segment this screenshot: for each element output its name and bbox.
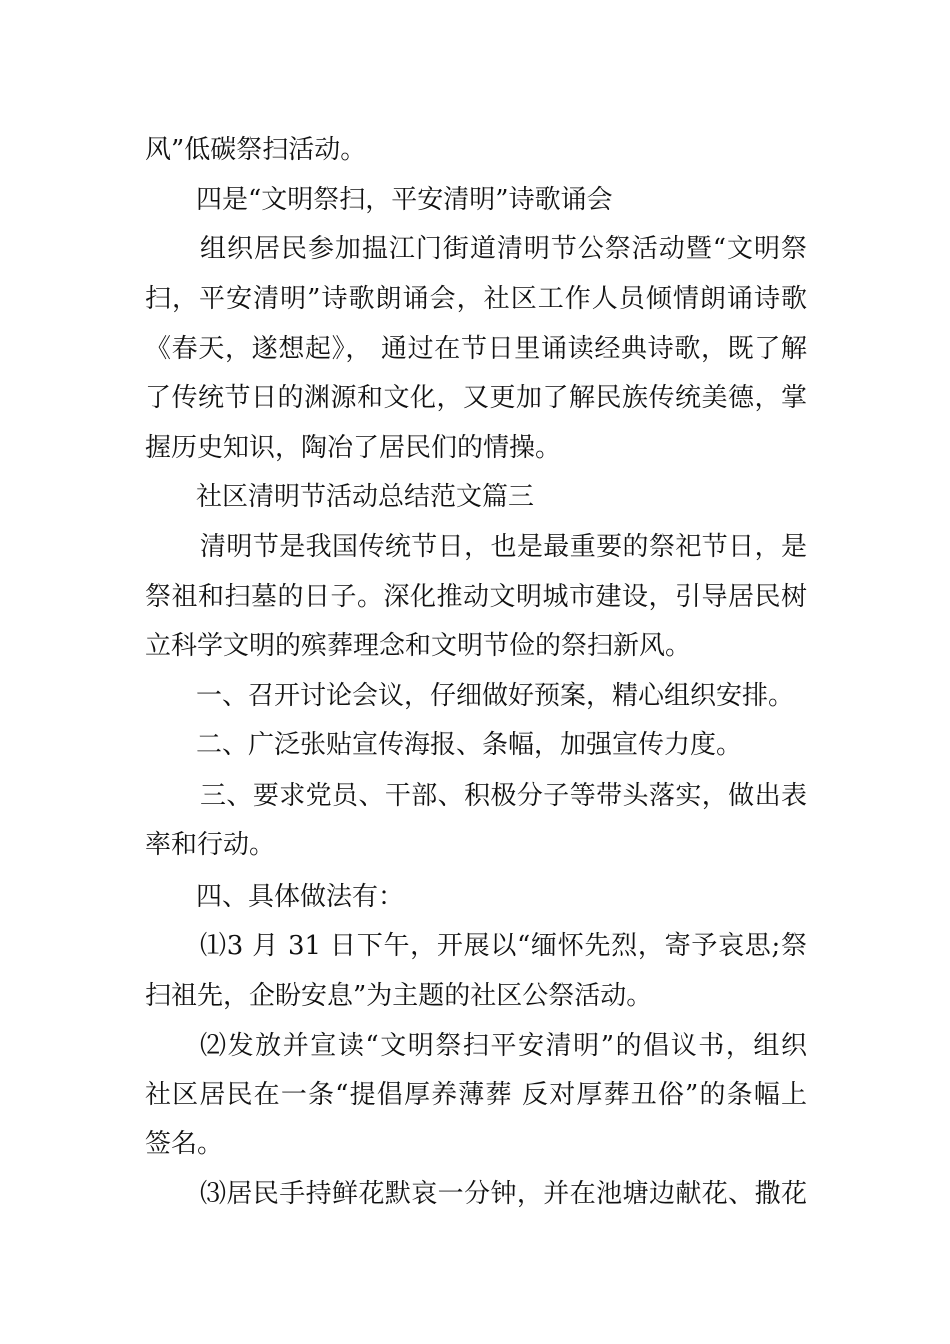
section-heading: 社区清明节活动总结范文篇三: [196, 482, 535, 512]
text-line-21: 签名。: [145, 1129, 224, 1159]
text-line-9: 清明节是我国传统节日，也是最重要的祭祀节日，是: [200, 532, 807, 562]
text-line-12: 一、召开讨论会议，仔细做好预案，精心组织安排。: [196, 681, 795, 711]
text-line-2: 四是“文明祭扫，平安清明”诗歌诵会: [196, 185, 613, 215]
text-line-3: 组织居民参加揾江门街道清明节公祭活动暨“文明祭: [200, 234, 807, 264]
text-line-11: 立科学文明的殡葬理念和文明节俭的祭扫新风。: [145, 631, 692, 661]
text-line-18: 扫祖先，企盼安息”为主题的社区公祭活动。: [145, 981, 653, 1011]
text-line-4: 扫，平安清明”诗歌朗诵会，社区工作人员倾情朗诵诗歌: [145, 284, 807, 314]
text-line-10: 祭祖和扫墓的日子。深化推动文明城市建设，引导居民树: [145, 582, 807, 612]
text-line-16: 四、具体做法有：: [196, 882, 405, 912]
text-line-19: ⑵发放并宣读“文明祭扫平安清明”的倡议书，组织: [200, 1031, 807, 1061]
text-line-6: 了传统节日的渊源和文化，又更加了解民族传统美德，掌: [145, 383, 807, 413]
text-line-15: 率和行动。: [145, 830, 276, 860]
text-line-20: 社区居民在一条“提倡厚养薄葬 反对厚葬丑俗”的条幅上: [145, 1080, 807, 1110]
text-line-1: 风”低碳祭扫活动。: [145, 135, 367, 165]
text-line-13: 二、广泛张贴宣传海报、条幅，加强宣传力度。: [196, 730, 743, 760]
text-line-14: 三、要求党员、干部、积极分子等带头落实，做出表: [200, 781, 807, 811]
text-line-22: ⑶居民手持鲜花默哀一分钟，并在池塘边献花、撒花: [200, 1179, 807, 1209]
text-line-5: 《春天，遂想起》， 通过在节日里诵读经典诗歌，既了解: [145, 334, 807, 364]
text-line-17: ⑴3 月 31 日下午，开展以“缅怀先烈，寄予哀思;祭: [200, 931, 807, 961]
text-line-7: 握历史知识，陶冶了居民们的情操。: [145, 433, 562, 463]
